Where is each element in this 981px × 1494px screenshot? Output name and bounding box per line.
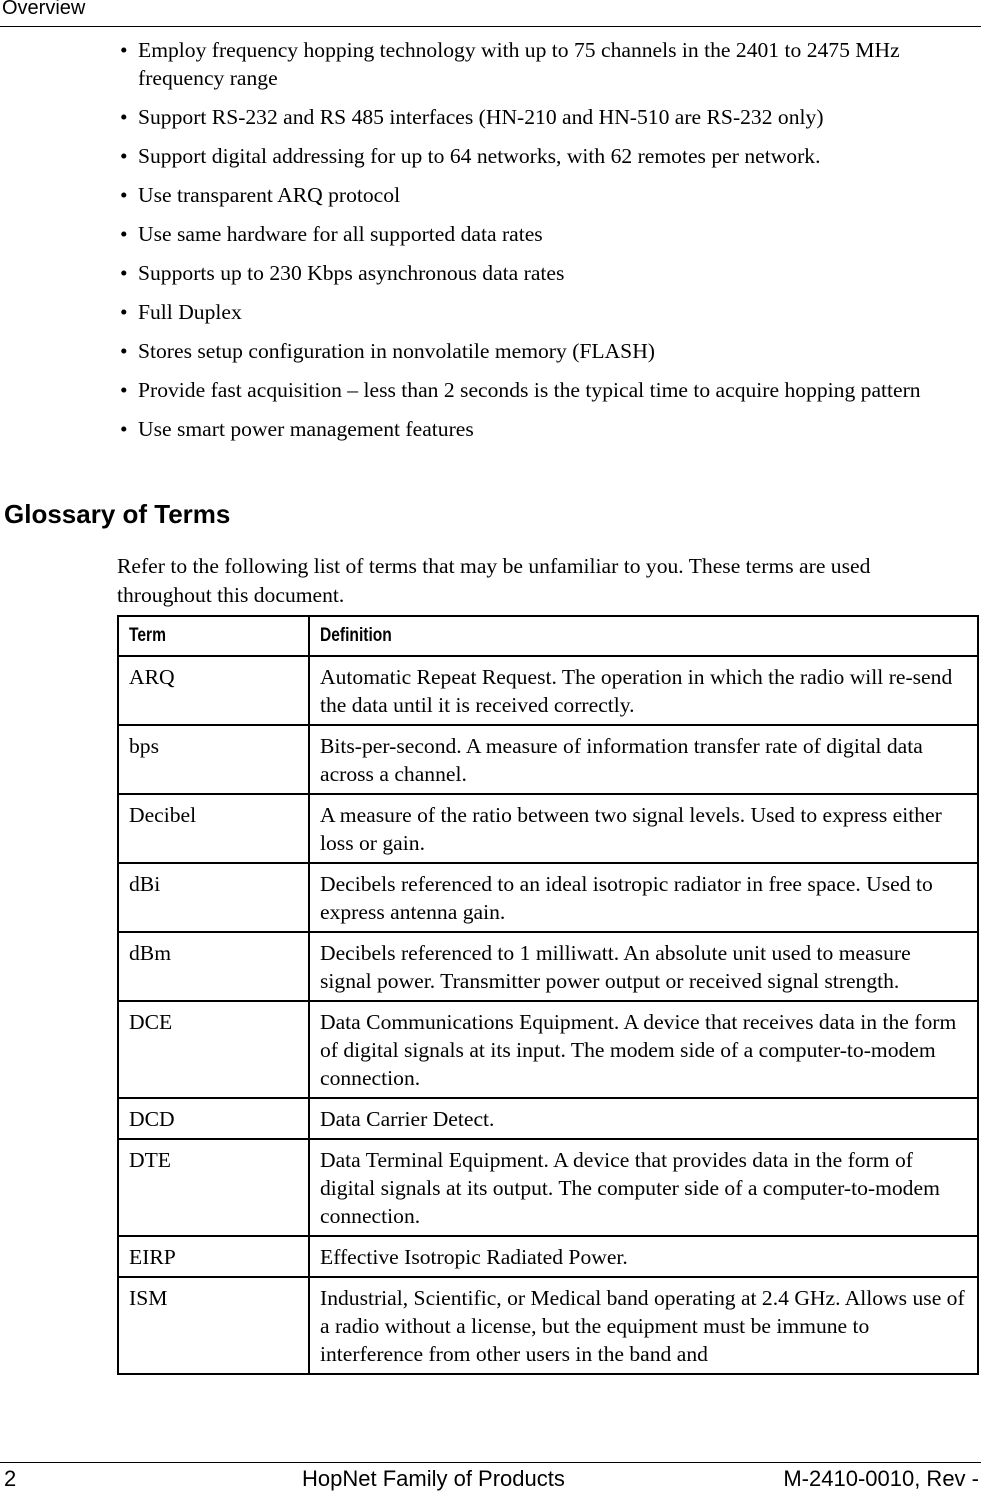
definition-cell: Data Terminal Equipment. A device that provides data in the form of digital signals at its output. The computer side of a computer-to-modem connection. [309,1139,978,1236]
table-row [118,656,978,725]
list-item [120,181,972,209]
feature-list [120,36,972,454]
definition-cell: Decibels referenced to an ideal isotropic radiator in free space. Used to express antenna gain. [309,863,978,932]
section-header: Overview [2,0,86,19]
term-cell: EIRP [118,1236,309,1277]
bullet-icon: • [120,300,128,324]
list-item [120,415,972,443]
list-item [120,298,972,326]
bullet-icon: • [120,417,128,441]
definition-cell: A measure of the ratio between two signal levels. Used to express either loss or gain. [309,794,978,863]
bullet-icon: • [120,144,128,168]
footer-divider [0,1462,981,1463]
list-item [120,337,972,365]
definition-cell: Bits-per-second. A measure of information transfer rate of digital data across a channel. [309,725,978,794]
list-item [120,103,972,131]
term-cell: dBm [118,932,309,1001]
document-number: M-2410-0010, Rev - [783,1466,979,1491]
bullet-icon: • [120,38,128,62]
footer-title: HopNet Family of Products [302,1466,565,1491]
bullet-icon: • [120,339,128,363]
term-cell: ARQ [118,656,309,725]
bullet-icon: • [120,378,128,402]
table-row [118,794,978,863]
definition-cell: Automatic Repeat Request. The operation in which the radio will re-send the data until it is received correctly. [309,656,978,725]
term-cell: DCE [118,1001,309,1098]
term-cell: ISM [118,1277,309,1374]
definition-cell: Data Carrier Detect. [309,1098,978,1139]
term-cell: Decibel [118,794,309,863]
table-row [118,1139,978,1236]
list-item-text: Use same hardware for all supported data rates [138,222,543,246]
page-number: 2 [4,1466,17,1491]
list-item-text: Use smart power management features [138,417,474,441]
table-row [118,1001,978,1098]
table-row [118,1277,978,1374]
header-divider [0,26,981,27]
list-item [120,220,972,248]
list-item [120,142,972,170]
definition-cell: Data Communications Equipment. A device that receives data in the form of digital signals at its input. The modem side of a computer-to-modem connection. [309,1001,978,1098]
list-item-text: Use transparent ARQ protocol [138,183,401,207]
glossary-intro: Refer to the following list of terms that may be unfamiliar to you. These terms are used throughout this document. [117,554,871,607]
glossary-heading: Glossary of Terms [4,499,231,529]
definition-cell: Decibels referenced to 1 milliwatt. An absolute unit used to measure signal power. Transmitter power output or received signal strength. [309,932,978,1001]
list-item-text: Support digital addressing for up to 64 networks, with 62 remotes per network. [138,144,821,168]
list-item-text: Stores setup configuration in nonvolatile memory (FLASH) [138,339,655,363]
list-item-text: Supports up to 230 Kbps asynchronous data rates [138,261,565,285]
list-item-text: Support RS-232 and RS 485 interfaces (HN-210 and HN-510 are RS-232 only) [138,105,824,129]
definition-cell: Industrial, Scientific, or Medical band operating at 2.4 GHz. Allows use of a radio without a license, but the equipment must be immune to interference from other users in the band and [309,1277,978,1374]
table-row [118,932,978,1001]
list-item-text: Provide fast acquisition – less than 2 seconds is the typical time to acquire hopping pattern [138,378,921,402]
list-item [120,376,972,404]
table-row [118,1098,978,1139]
term-cell: DTE [118,1139,309,1236]
term-header: Term [118,616,309,656]
definition-header: Definition [309,616,978,656]
table-row [118,863,978,932]
list-item [120,36,972,92]
bullet-icon: • [120,105,128,129]
bullet-icon: • [120,261,128,285]
bullet-icon: • [120,183,128,207]
list-item [120,259,972,287]
list-item-text: Full Duplex [138,300,242,324]
definition-cell: Effective Isotropic Radiated Power. [309,1236,978,1277]
term-cell: DCD [118,1098,309,1139]
glossary-table [117,615,979,1375]
table-row [118,1236,978,1277]
term-cell: dBi [118,863,309,932]
table-row [118,725,978,794]
bullet-icon: • [120,222,128,246]
list-item-text: Employ frequency hopping technology with up to 75 channels in the 2401 to 2475 MHz frequency range [138,38,900,90]
term-cell: bps [118,725,309,794]
